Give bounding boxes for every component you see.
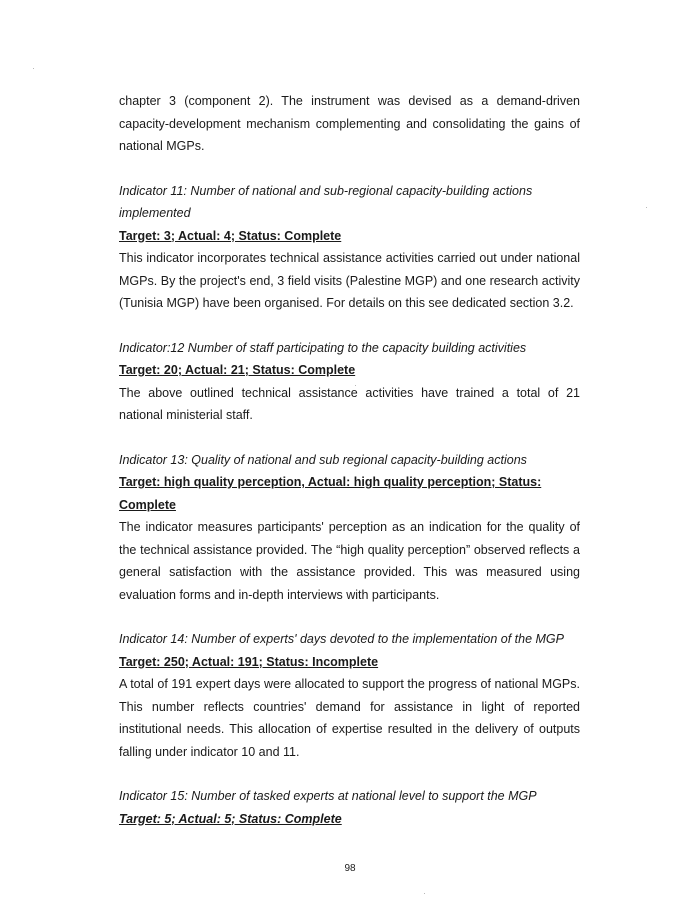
indicator-11-body: This indicator incorporates technical assistance activities carried out under national MGPs. By the project's end, 3 field visits (Palestine MGP) and one research activity (Tunisia MGP) have been organised. For details on this see dedicated section 3.2. [119,251,580,310]
indicator-14-target: Target: 250; Actual: 191; Status: Incomplete [119,654,379,669]
indicator-12-body: The above outlined technical assistance activities have trained a total of 21 national ministerial staff. [119,385,580,422]
indicator-15-target: Target: 5; Actual: 5; Status: Complete [119,811,342,826]
indicator-14-title: Indicator 14: Number of experts' days devoted to the implementation of the MGP [119,632,564,646]
indicator-13-title: Indicator 13: Quality of national and sub regional capacity-building actions [119,452,527,467]
indicator-14-body: A total of 191 expert days were allocated to support the progress of national MGPs. This number reflects countries' demand for assistance in light of reported institutional needs. This allocation of expertise resulted in the delivery of outputs falling under indicator 10 and 11. [119,677,580,759]
indicator-11-target: Target: 3; Actual: 4; Status: Complete [119,228,342,243]
indicator-13-target: Target: high quality perception, Actual: high quality perception; Status: Complete [119,475,542,512]
indicator-12-title: Indicator:12 Number of staff participating to the capacity building activities [119,340,527,355]
indicator-12-section [119,337,580,427]
intro-paragraph: chapter 3 (component 2). The instrument was devised as a demand-driven capacity-development mechanism complementing and consolidating the gains of national MGPs. [119,94,580,153]
indicator-13-body: The indicator measures participants' perception as an indication for the quality of the technical assistance provided. The “high quality perception” observed reflects a general satisfaction with the assistance provided. This was measured using evaluation forms and in-depth interviews with participants. [119,520,580,602]
indicator-15-section [119,785,580,830]
document-body [119,90,580,830]
indicator-15-title: Indicator 15: Number of tasked experts at national level to support the MGP [119,789,537,803]
scan-speck [646,207,647,208]
page-number: 98 [344,863,356,874]
indicator-11-title: Indicator 11: Number of national and sub-regional capacity-building actions implemented [119,183,533,220]
indicator-13-section [119,449,580,607]
indicator-11-section [119,180,580,315]
scan-speck [424,893,425,894]
scan-speck [33,68,34,69]
indicator-12-target: Target: 20; Actual: 21; Status: Complete [119,363,356,377]
indicator-14-section [119,628,580,763]
